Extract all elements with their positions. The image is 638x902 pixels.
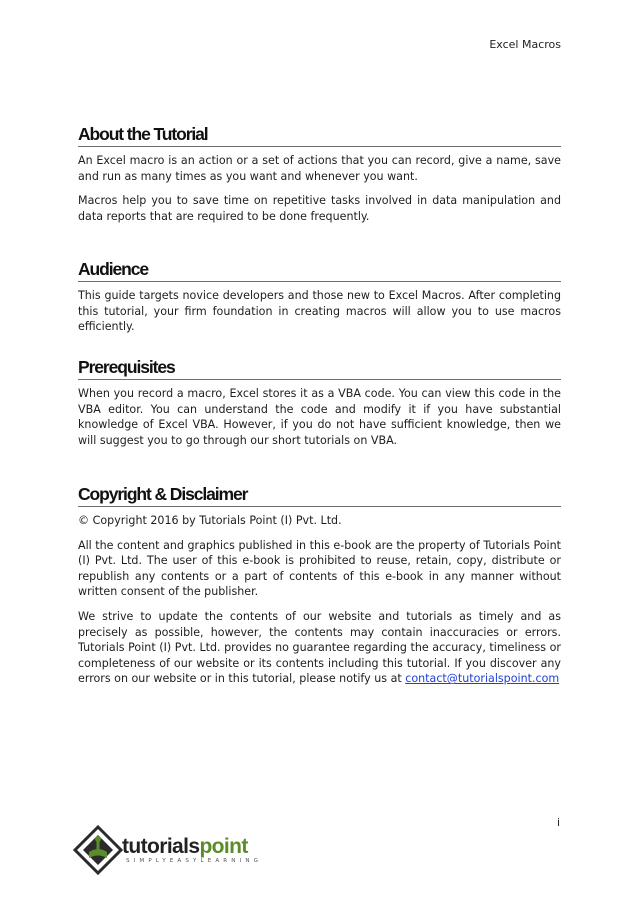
section-prerequisites (78, 357, 561, 457)
tutorialspoint-logo (78, 826, 278, 876)
section-heading: About the Tutorial (78, 124, 561, 147)
paragraph: When you record a macro, Excel stores it as a VBA code. You can view this code in the VBA editor. You can understand the code and modify it if you have substantial knowledge of Excel VBA. However, if you do not have sufficient knowledge, then we will suggest you to go through our short tutorials on VBA. (78, 387, 561, 447)
paragraph: Macros help you to save time on repetitive tasks involved in data manipulation and data reports that are required to be done frequently. (78, 194, 561, 223)
section-audience (78, 259, 561, 344)
logo-wordmark: tutorialspoint (122, 835, 248, 858)
copyright-line: © Copyright 2016 by Tutorials Point (I) Pvt. Ltd. (78, 514, 342, 527)
running-header: Excel Macros (489, 38, 561, 51)
section-heading: Copyright & Disclaimer (78, 484, 561, 507)
section-about-the-tutorial (78, 124, 561, 233)
section-copyright-disclaimer (78, 484, 561, 696)
section-heading: Audience (78, 259, 561, 282)
section-heading: Prerequisites (78, 357, 561, 380)
paragraph-text: We strive to update the contents of our website and tutorials as timely and as precisely as possible, however, the contents may contain inaccuracies or errors. Tutorials Point (I) Pvt. Ltd. provides no guarantee regarding the accuracy, timeliness or completeness of our website or its contents including this tutorial. If you discover any errors on our website or in this tutorial, please notify us at (78, 609, 561, 686)
paragraph: This guide targets novice developers and those new to Excel Macros. After completing this tutorial, your firm foundation in creating macros will allow you to use macros efficiently. (78, 289, 561, 334)
logo-tagline: SIMPLYEASYLEARNING (126, 858, 263, 864)
logo-emblem-icon (72, 824, 124, 876)
contact-email-link[interactable]: contact@tutorialspoint.com (405, 672, 560, 686)
paragraph (78, 609, 561, 687)
page-number: i (556, 816, 560, 829)
paragraph: An Excel macro is an action or a set of actions that you can record, give a name, save and run as many times as you want and whenever you want. (78, 154, 561, 183)
paragraph: All the content and graphics published in this e-book are the property of Tutorials Point (I) Pvt. Ltd. The user of this e-book is prohibited to reuse, retain, copy, distribute or republish any contents or a part of contents of this e-book in any manner without written consent of the publisher. (78, 538, 561, 599)
